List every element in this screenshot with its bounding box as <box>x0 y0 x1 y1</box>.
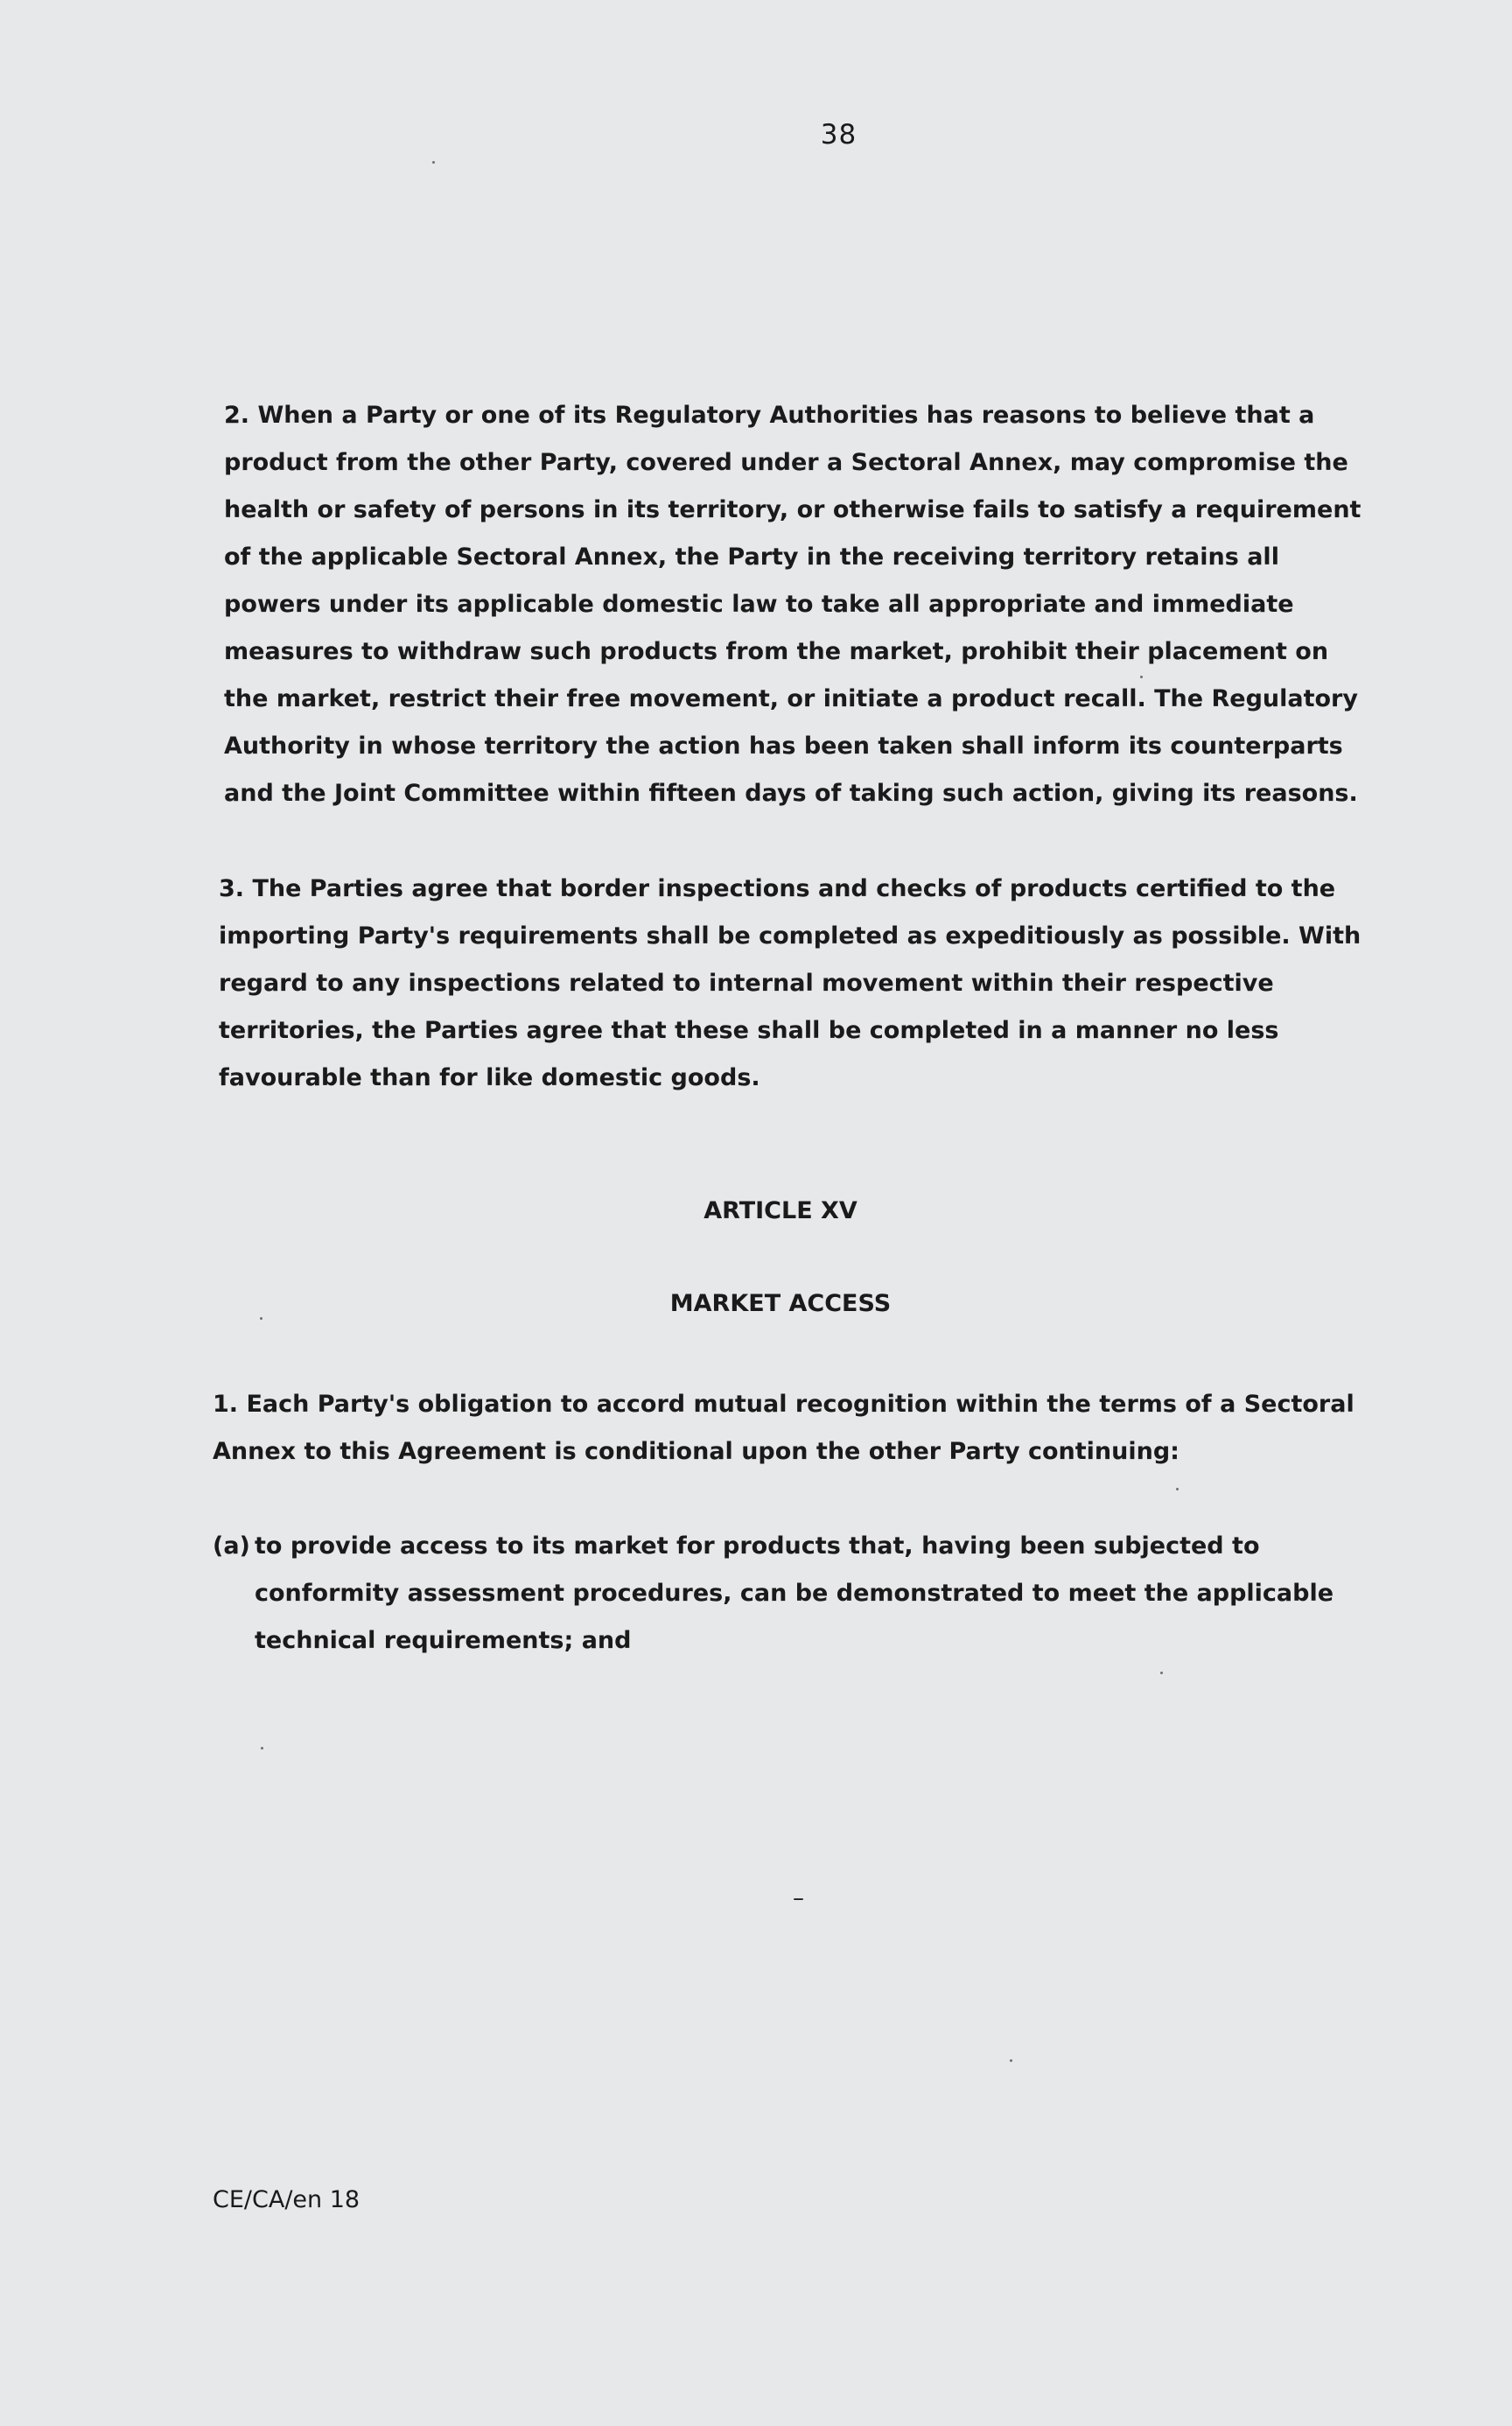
paper-speck <box>260 1317 262 1320</box>
paper-speck <box>1160 1672 1163 1674</box>
list-item-a <box>213 1523 1359 1665</box>
paper-speck <box>1010 2059 1012 2062</box>
footer-reference: CE/CA/en 18 <box>213 2186 360 2213</box>
paper-speck <box>432 161 435 164</box>
paper-speck <box>1140 676 1143 678</box>
paper-speck <box>1176 1488 1179 1490</box>
list-item-marker: (a) <box>213 1532 250 1560</box>
article-title: MARKET ACCESS <box>669 1290 892 1317</box>
paragraph-2: 2. When a Party or one of its Regulatory Authorities has reasons to believe that a product from the other Party, covered under a Sectoral Annex, may compromise the health or safety of persons in its territory, or otherwise fails to satisfy a requirement of the applicable Sectoral Annex, the Party in the receiving territory retains all powers under its applicable domestic law to take all appropriate and immediate measures to withdraw such products from the market, prohibit their placement on the market, restrict their free movement, or initiate a product recall. The Regulatory Authority in whose territory the action has been taken shall inform its counterparts and the Joint Committee within fifteen days of taking such action, giving its reasons. <box>224 402 1362 807</box>
list-item-text: to provide access to its market for products that, having been subjected to conformity assessment procedures, can be demonstrated to meet the applicable technical requirements; and <box>255 1532 1334 1654</box>
paragraph-3: 3. The Parties agree that border inspections and checks of products certified to the importing Party's requirements shall be completed as expeditiously as possible. With regard to any inspections related to internal movement within their respective territories, the Parties agree that these shall be completed in a manner no less favourable than for like domestic goods. <box>219 875 1362 1091</box>
paragraph-1: 1. Each Party's obligation to accord mutual recognition within the terms of a Sectoral Annex to this Agreement is conditional upon the other Party continuing: <box>213 1391 1354 1465</box>
article-heading: ARTICLE XV <box>704 1197 858 1224</box>
dash-mark: – <box>793 1885 804 1911</box>
page-number: 38 <box>820 119 858 151</box>
paper-speck <box>261 1747 263 1749</box>
